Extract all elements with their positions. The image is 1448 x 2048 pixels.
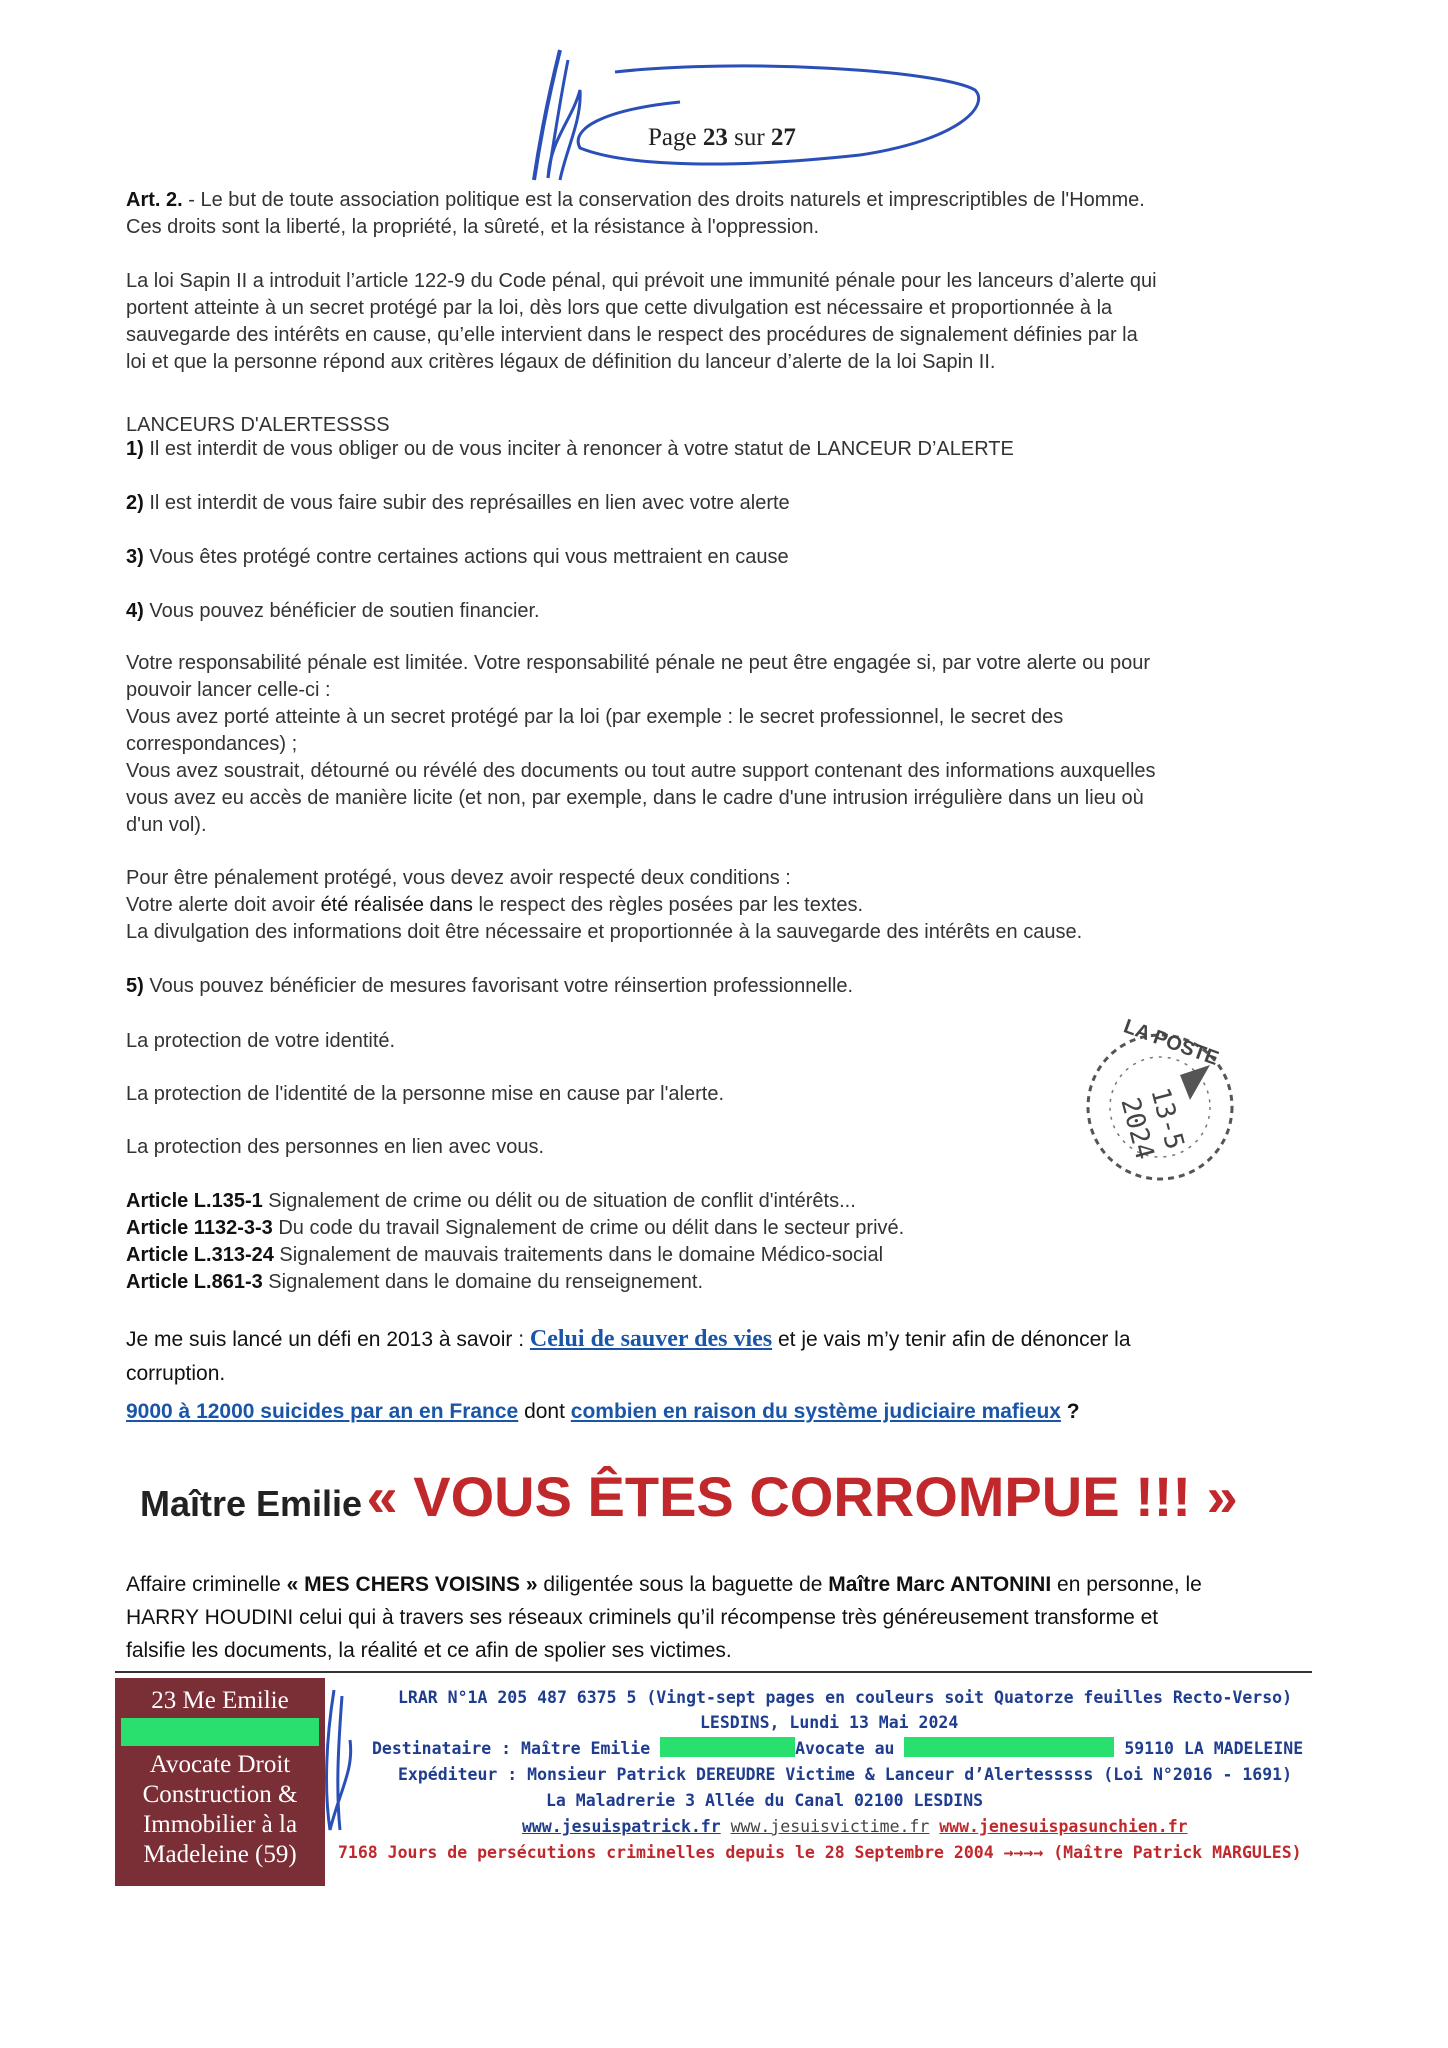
footer-lrar: LRAR N°1A 205 487 6375 5 (Vingt-sept pages en couleurs soit Quatorze feuilles Recto-Verso) <box>398 1688 1293 1707</box>
item-num: 1) <box>126 438 144 460</box>
suicides-link[interactable]: 9000 à 12000 suicides par an en France <box>126 1400 519 1423</box>
footer-recipient-box <box>115 1678 325 1886</box>
protection-line: La protection de votre identité. <box>126 1030 396 1052</box>
footer-left-line: Madeleine (59) <box>143 1841 297 1868</box>
footer-persecutions: 7168 Jours de persécutions criminelles depuis le 28 Septembre 2004 →→→→ (Maître Patrick MARGULES) <box>338 1843 1302 1862</box>
protection-line: La protection de l'identité de la personne mise en cause par l'alerte. <box>126 1083 725 1105</box>
conditions-paragraph <box>126 865 1366 946</box>
resp-line: Vous avez soustrait, détourné ou révélé des documents ou tout autre support contenant des informations auxquelles <box>126 760 1156 782</box>
footer-signature <box>320 1680 360 1840</box>
item-num: 5) <box>126 975 144 997</box>
page-current: 23 <box>702 124 728 151</box>
stamp-text: LA POSTE <box>1120 1015 1222 1070</box>
affaire-line2: HARRY HOUDINI celui qui à travers ses réseaux criminels qu’il récompense très généreusement transforme et <box>126 1606 1159 1629</box>
cond-emph: été réalisée dans <box>320 894 473 916</box>
postal-stamp <box>1060 1015 1260 1195</box>
resp-line: d'un vol). <box>126 814 207 836</box>
dest-text: Avocate au <box>795 1739 905 1758</box>
footer-date: LESDINS, Lundi 13 Mai 2024 <box>700 1713 959 1732</box>
responsabilite-paragraph <box>126 650 1366 839</box>
article-ref: Article 1132-3-3 <box>126 1217 273 1239</box>
suicides-end: ? <box>1060 1400 1080 1423</box>
article-ref: Article L.135-1 <box>126 1190 263 1212</box>
cond-text: Votre alerte doit avoir <box>126 894 321 916</box>
defi-text: et je vais m’y tenir afin de dénoncer la <box>772 1328 1131 1351</box>
sapin-line: sauvegarde des intérêts en cause, qu’elle intervient dans le respect des procédures de signalement définies par la <box>126 324 1138 346</box>
redaction-box <box>660 1737 795 1757</box>
sapin-line: portent atteinte à un secret protégé par la loi, dès lors que cette divulgation est nécessaire et proportionnée à la <box>126 297 1113 319</box>
footer-urls <box>522 1814 1188 1839</box>
art2-label: Art. 2. <box>126 189 183 211</box>
resp-line: correspondances) ; <box>126 733 298 755</box>
headline-shout: « VOUS ÊTES CORROMPUE !!! » <box>366 1465 1238 1528</box>
headline-name: Maître Emilie <box>140 1483 363 1524</box>
article-ref: Article L.313-24 <box>126 1244 274 1266</box>
url-jesuispatrick[interactable]: www.jesuispatrick.fr <box>522 1817 721 1836</box>
article-text: Signalement dans le domaine du renseignement. <box>262 1271 704 1293</box>
art2-paragraph <box>126 187 1346 241</box>
suicides-line <box>126 1400 1080 1424</box>
article-item <box>126 1269 1226 1296</box>
item-num: 4) <box>126 600 144 622</box>
sapin-paragraph <box>126 268 1366 376</box>
resp-line: pouvoir lancer celle-ci : <box>126 679 331 701</box>
defi-link[interactable]: Celui de sauver des vies <box>529 1326 773 1352</box>
resp-line: vous avez eu accès de manière licite (et non, par exemple, dans le cadre d'une intrusion irrégulière dans un lieu où <box>126 787 1144 809</box>
redaction-box <box>121 1718 319 1746</box>
defi-paragraph <box>126 1322 1346 1391</box>
article-ref: Article L.861-3 <box>126 1271 263 1293</box>
sapin-line: La loi Sapin II a introduit l’article 122-9 du Code pénal, qui prévoit une immunité pénale pour les lanceurs d’alerte qui <box>126 270 1157 292</box>
footer-address: La Maladrerie 3 Allée du Canal 02100 LESDINS <box>546 1791 984 1810</box>
url-jesuisvictime[interactable]: www.jesuisvictime.fr <box>730 1817 930 1836</box>
resp-line: Votre responsabilité pénale est limitée. Votre responsabilité pénale ne peut être engagée si, par votre alerte ou pour <box>126 652 1150 674</box>
footer-left-line: Avocate Droit <box>149 1751 291 1778</box>
article-text: Signalement de mauvais traitements dans le domaine Médico-social <box>273 1244 884 1266</box>
stamp-date1: 13-5 <box>1144 1084 1190 1153</box>
page-number <box>648 124 796 152</box>
footer-left-line: 23 Me Emilie <box>151 1687 289 1714</box>
article-text: Du code du travail Signalement de crime ou délit dans le secteur privé. <box>272 1217 905 1239</box>
affaire-bold: Maître Marc ANTONINI <box>828 1573 1052 1596</box>
articles-list <box>126 1188 1226 1296</box>
footer-left-line: Immobilier à la <box>142 1811 298 1838</box>
dest-city: 59110 LA MADELEINE <box>1124 1739 1304 1758</box>
item-text: Il est interdit de vous obliger ou de vous inciter à renoncer à votre statut de LANCEUR D’ALERTE <box>143 438 1014 460</box>
lanceurs-item-4 <box>126 598 540 625</box>
affaire-paragraph <box>126 1568 1346 1667</box>
item-text: Vous êtes protégé contre certaines actions qui vous mettraient en cause <box>143 546 789 568</box>
lanceurs-item-1 <box>126 436 1014 463</box>
resp-line: Vous avez porté atteinte à un secret protégé par la loi (par exemple : le secret professionnel, le secret des <box>126 706 1064 728</box>
page-label: Page <box>648 124 703 151</box>
suicides-text: dont <box>518 1400 571 1423</box>
conditions-line <box>126 892 1366 919</box>
affaire-text: Affaire criminelle <box>126 1573 287 1596</box>
art2-line2: Ces droits sont la liberté, la propriété, la sûreté, et la résistance à l'oppression. <box>126 216 820 238</box>
defi-text: Je me suis lancé un défi en 2013 à savoir : <box>126 1328 530 1351</box>
url-jenesuispasunchien[interactable]: www.jenesuispasunchien.fr <box>939 1817 1188 1836</box>
affaire-line3: falsifie les documents, la réalité et ce afin de spolier ses victimes. <box>126 1639 732 1662</box>
page-sep: sur <box>727 124 771 151</box>
item-text: Vous pouvez bénéficier de soutien financier. <box>143 600 540 622</box>
affaire-bold: « MES CHERS VOISINS » <box>286 1573 538 1596</box>
item-num: 2) <box>126 492 144 514</box>
affaire-text: diligentée sous la baguette de <box>537 1573 829 1596</box>
redaction-box <box>904 1737 1114 1757</box>
item-text: Il est interdit de vous faire subir des représailles en lien avec votre alerte <box>143 492 790 514</box>
headline <box>140 1464 1238 1529</box>
lanceurs-item-3 <box>126 544 789 571</box>
article-item <box>126 1242 1226 1269</box>
item-text: Vous pouvez bénéficier de mesures favorisant votre réinsertion professionnelle. <box>143 975 854 997</box>
item-5 <box>126 973 853 1000</box>
footer-expediteur: Expéditeur : Monsieur Patrick DEREUDRE Victime & Lanceur d’Alertesssss (Loi N°2016 - 1691) <box>398 1765 1293 1784</box>
conditions-line: Pour être pénalement protégé, vous devez avoir respecté deux conditions : <box>126 867 791 889</box>
stamp-date2: 2024 <box>1114 1094 1160 1163</box>
lanceurs-item-2 <box>126 490 790 517</box>
affaire-text: en personne, le <box>1051 1573 1202 1596</box>
footer-left-line: Construction & <box>142 1781 298 1808</box>
art2-line1: - Le but de toute association politique est la conservation des droits naturels et imprescriptibles de l'Homme. <box>182 189 1145 211</box>
cond-text: le respect des règles posées par les textes. <box>472 894 864 916</box>
article-item <box>126 1188 1226 1215</box>
judiciaire-link[interactable]: combien en raison du système judiciaire mafieux <box>570 1400 1061 1423</box>
dest-text: Destinataire : Maître Emilie <box>372 1739 661 1758</box>
protection-line: La protection des personnes en lien avec vous. <box>126 1136 545 1158</box>
item-num: 3) <box>126 546 144 568</box>
conditions-line: La divulgation des informations doit être nécessaire et proportionnée à la sauvegarde des intérêts en cause. <box>126 921 1083 943</box>
sapin-line: loi et que la personne répond aux critères légaux de définition du lanceur d’alerte de la loi Sapin II. <box>126 351 996 373</box>
article-text: Signalement de crime ou délit ou de situation de conflit d'intérêts... <box>262 1190 856 1212</box>
article-item <box>126 1215 1226 1242</box>
defi-line2: corruption. <box>126 1362 226 1385</box>
footer-destinataire <box>372 1736 1303 1761</box>
lanceurs-heading: LANCEURS D'ALERTESSSS <box>126 414 390 436</box>
signature-oval <box>520 30 1000 190</box>
page-total: 27 <box>770 124 796 151</box>
footer-rule <box>115 1671 1312 1673</box>
